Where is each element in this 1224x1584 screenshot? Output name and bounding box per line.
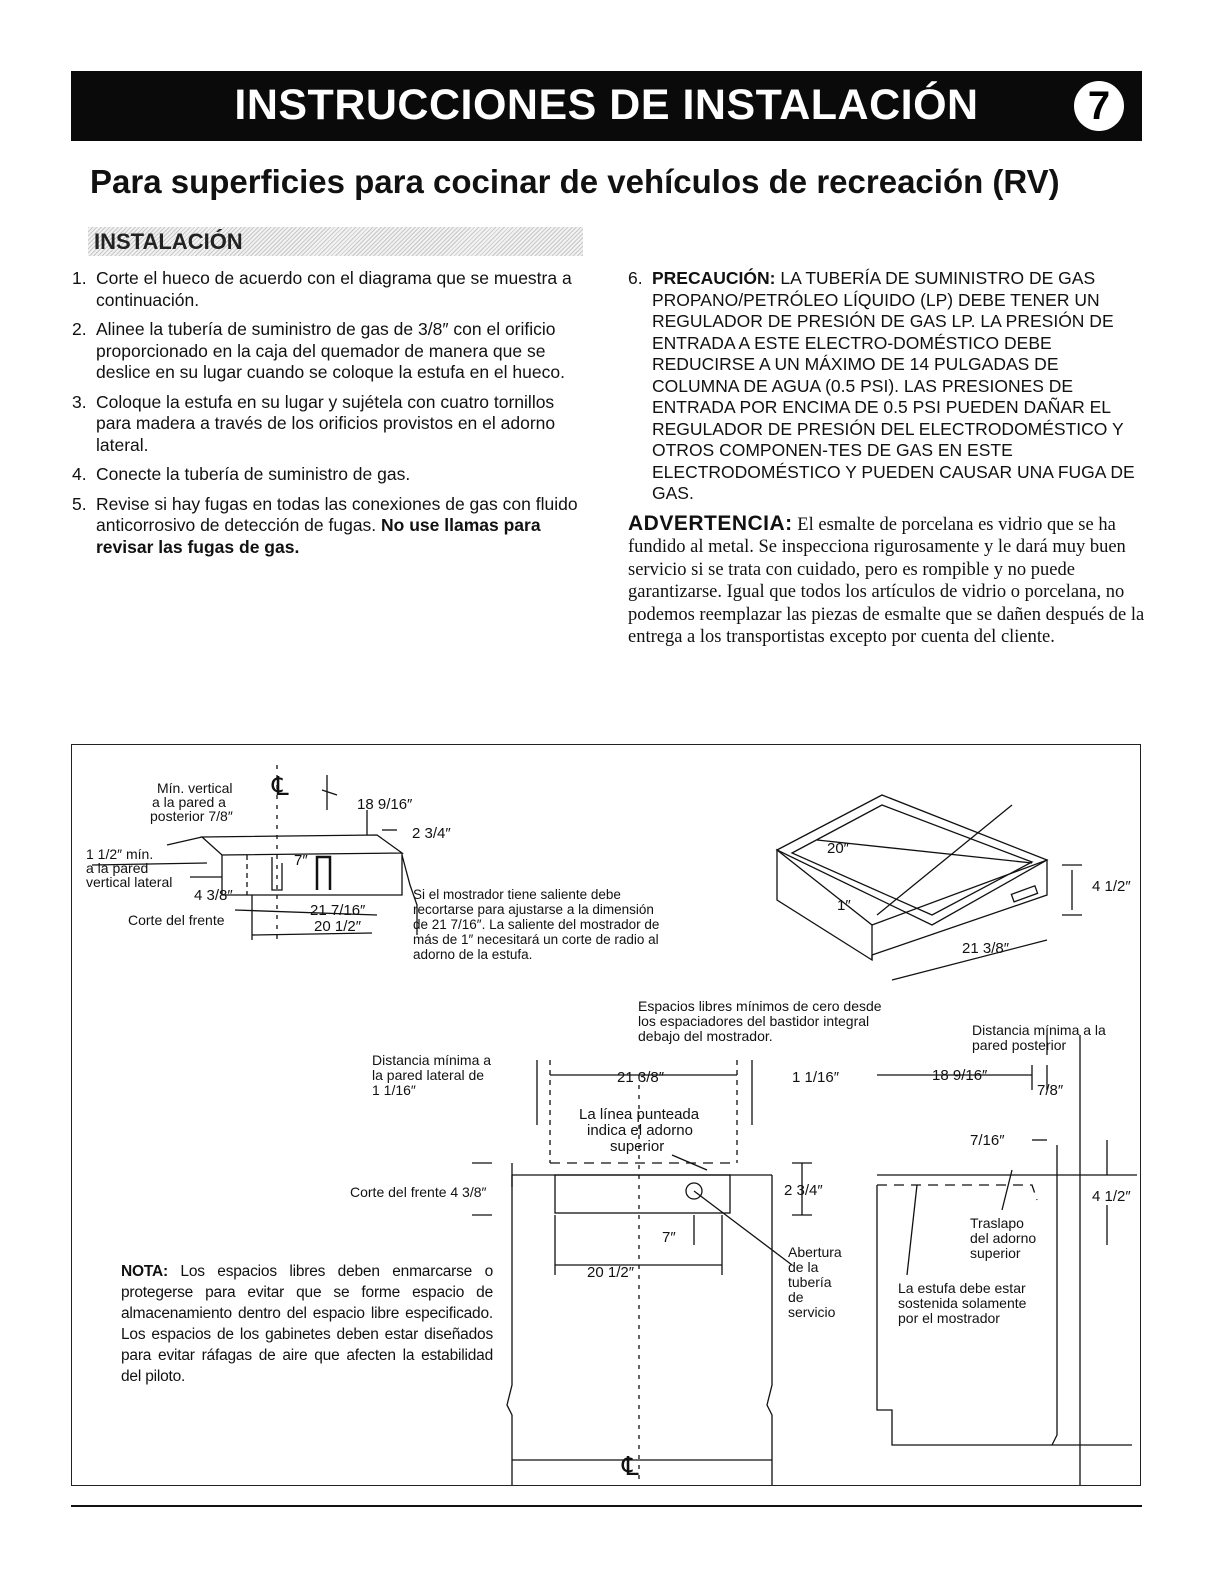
step-number: 6. — [628, 268, 643, 288]
dim-20-1-2-top: 20 1/2″ — [314, 918, 362, 935]
side-trim-dashed — [877, 1185, 1037, 1200]
step-5 — [72, 494, 592, 559]
warning-label: ADVERTENCIA: — [628, 511, 793, 535]
support-leader — [907, 1185, 917, 1275]
service-pipe-leader — [694, 1191, 792, 1265]
label-min-vertical-2: a la pared a — [152, 794, 226, 810]
dim-20-1-2-front: 20 1/2″ — [587, 1264, 635, 1281]
dim-4-1-2-cooktop: 4 1/2″ — [1092, 878, 1131, 895]
service-pipe-2: de la — [788, 1259, 819, 1275]
side-rear-wall — [1052, 1145, 1057, 1445]
step-3 — [72, 392, 592, 457]
dim-2-3-4-front: 2 3/4″ — [784, 1182, 823, 1199]
warning-text: El esmalte de porcelana es vidrio que se ha fundido al metal. Se inspecciona rigurosamente y le dará muy buen servicio si se trata con cuidado, pero es rompible y no puede garantizarse. Igual que todos los artículos de vidrio o porcelana, no podemos reemplazar las piezas de esmalte que se dañen después de la entrega a los transportistas excepto por cuenta del cliente. — [628, 514, 1145, 647]
clearance-note-text — [121, 1261, 493, 1387]
side-wall-min-1: Distancia mínima a — [372, 1052, 492, 1068]
overhang-note-5: adorno de la estufa. — [413, 947, 533, 962]
cooktop-left-side — [777, 850, 872, 960]
page-subtitle: Para superficies para cocinar de vehículos de recreación (RV) — [90, 163, 1060, 200]
centerline-symbol-bottom: ℄ — [622, 1451, 639, 1481]
cabinet-right-wall — [767, 1175, 772, 1485]
caution-label: PRECAUCIÓN: — [652, 268, 776, 288]
dim-1-cooktop: 1″ — [837, 897, 851, 914]
support-2: sostenida solamente — [898, 1295, 1027, 1311]
service-pipe-3: tubería — [788, 1274, 832, 1290]
warning-block — [628, 513, 1148, 649]
step-text: Alinee la tubería de suministro de gas de 3/8″ con el orificio proporcionado en la caja del quemador de manera que se deslice en su lugar cuando se coloque la estufa en el hueco. — [96, 319, 565, 382]
rear-wall-min-2: pared posterior — [972, 1037, 1067, 1053]
clearance-note-1: Espacios libres mínimos de cero desde — [638, 998, 882, 1014]
support-3: por el mostrador — [898, 1310, 1000, 1326]
service-pipe-4: de — [788, 1289, 804, 1305]
step-text: Corte el hueco de acuerdo con el diagrama que se muestra a continuación. — [96, 268, 572, 310]
cooktop-inner-lip — [792, 805, 1032, 915]
label-min-vertical-1: Mín. vertical — [157, 780, 233, 796]
section-heading — [88, 227, 583, 256]
right-column — [628, 268, 1148, 649]
dim-arrow-18 — [322, 790, 337, 795]
dashed-line-note-2: indica el adorno — [587, 1122, 693, 1139]
step-number: 5. — [72, 493, 87, 514]
rear-wall-min-1: Distancia mínima a la — [972, 1022, 1106, 1038]
clearance-note-2: los espaciadores del bastidor integral — [638, 1013, 870, 1029]
step-number: 4. — [72, 464, 87, 484]
label-min-vertical-3: posterior 7/8″ — [150, 808, 233, 824]
side-wall-min-2: la pared lateral de — [372, 1067, 485, 1083]
overlap-3: superior — [970, 1245, 1021, 1261]
front-cut-outline — [555, 1175, 730, 1213]
overlap-leader — [1002, 1170, 1012, 1210]
dim-21-7-16-top: 21 7/16″ — [310, 902, 366, 919]
note-label: NOTA: — [121, 1263, 168, 1280]
label-side-wall-3: vertical lateral — [86, 874, 173, 890]
caution-text: LA TUBERÍA DE SUMINISTRO DE GAS PROPANO/PETRÓLEO LÍQUIDO (LP) DEBE TENER UN REGULADOR DE PRESIÓN DE GAS LP. LA PRESIÓN DE ENTRADA A ESTE ELECTRO-DOMÉSTICO DEBE REDUCIRSE A UN MÁXIMO DE 14 PULGADAS DE COLUMNA DE AGUA (0.5 PSI). LAS PRESIONES DE ENTRADA POR ENCIMA DE 0.5 PSI PUEDEN DAÑAR EL REGULADOR DE PRESIÓN DEL ELECTRODOMÉSTICO Y OTROS COMPONEN-TES DE GAS EN ESTE ELECTRODOMÉSTICO Y PUEDEN CAUSAR UNA FUGA DE GAS. — [652, 268, 1135, 503]
step-text: Revise si hay fugas en todas las conexiones de gas con fluido anticorrosivo de detección de fugas. — [96, 493, 578, 535]
cabinet-left-wall — [507, 1175, 512, 1485]
step-text: Conecte la tubería de suministro de gas. — [96, 464, 411, 484]
support-1: La estufa debe estar — [898, 1280, 1026, 1296]
clearance-note-3: debajo del mostrador. — [638, 1028, 773, 1044]
cutout-front — [222, 853, 402, 895]
step-1 — [72, 268, 592, 311]
overlap-2: del adorno — [970, 1230, 1037, 1246]
overhang-note-2: recortarse para ajustarse a la dimensión — [413, 902, 654, 917]
step-number: 3. — [72, 391, 87, 412]
dim-4-3-8-top: 4 3/8″ — [194, 887, 233, 904]
dim-18-9-16-top: 18 9/16″ — [357, 796, 413, 813]
dim-7-8-side: 7/8″ — [1037, 1082, 1064, 1099]
dim-7-top: 7″ — [294, 852, 308, 869]
label-front-cut-top: Corte del frente — [128, 912, 225, 928]
step-number: 2. — [72, 319, 87, 339]
dim-2-3-4-top: 2 3/4″ — [412, 825, 451, 842]
step-2 — [72, 319, 592, 384]
page-title: INSTRUCCIONES DE INSTALACIÓN — [234, 81, 979, 129]
dashed-line-note-3: superior — [610, 1138, 665, 1155]
service-pipe-5: servicio — [788, 1304, 836, 1320]
note-body: Los espacios libres deben enmarcarse o protegerse para evitar que se forme espacio de almacenamiento dentro del espacio libre especificado. Los espacios de los gabinetes deben estar diseñados para evitar ráfagas de aire que afecten la estabilidad del piloto. — [121, 1263, 493, 1385]
caution-block — [628, 268, 1148, 505]
overhang-note-1: Si el mostrador tiene saliente debe — [413, 887, 621, 902]
overhang-note-3: de 21 7/16″. La saliente del mostrador de — [413, 917, 660, 932]
dim-4-1-2-side: 4 1/2″ — [1092, 1188, 1131, 1205]
dim-20-cooktop: 20″ — [827, 840, 849, 857]
bottom-divider — [71, 1505, 1142, 1507]
dim-line-20in — [817, 840, 1032, 863]
step-number: 1. — [72, 268, 87, 288]
overhang-note-4: más de 1″ necesitará un corte de radio al — [413, 932, 659, 947]
installation-steps — [72, 268, 592, 566]
dim-21-3-8-front: 21 3/8″ — [617, 1069, 665, 1086]
centerline-symbol-top: ℄ — [272, 771, 289, 801]
dim-7-front: 7″ — [662, 1229, 676, 1246]
page-header — [71, 71, 1142, 141]
installation-diagram — [71, 744, 1141, 1486]
dashed-line-note-1: La línea punteada — [579, 1106, 700, 1123]
label-side-wall-1: 1 1/2″ mín. — [86, 846, 154, 862]
section-heading-label: INSTALACIÓN — [94, 229, 243, 254]
dim-1-1-16-front: 1 1/16″ — [792, 1069, 840, 1086]
front-cut-bottom: Corte del frente 4 3/8″ — [350, 1184, 487, 1200]
pipe-bracket — [317, 857, 330, 890]
service-pipe-1: Abertura — [788, 1244, 842, 1260]
label-side-wall-2: a la pared — [86, 860, 149, 876]
step-4 — [72, 464, 592, 486]
dim-21-3-8-cooktop: 21 3/8″ — [962, 940, 1010, 957]
counter-left-edge — [167, 837, 202, 845]
dim-18-9-16-side: 18 9/16″ — [932, 1067, 988, 1084]
step-text: Coloque la estufa en su lugar y sujétela con cuatro tornillos para madera a través de los orificios provistos en el adorno lateral. — [96, 391, 556, 455]
section-number-badge: 7 — [1074, 81, 1124, 131]
dim-7-16-side: 7/16″ — [970, 1132, 1005, 1149]
side-wall-min-3: 1 1/16″ — [372, 1082, 416, 1098]
step-bold-warning: No use llamas para revisar las fugas de gas. — [96, 515, 541, 557]
overlap-1: Traslapo — [970, 1215, 1024, 1231]
